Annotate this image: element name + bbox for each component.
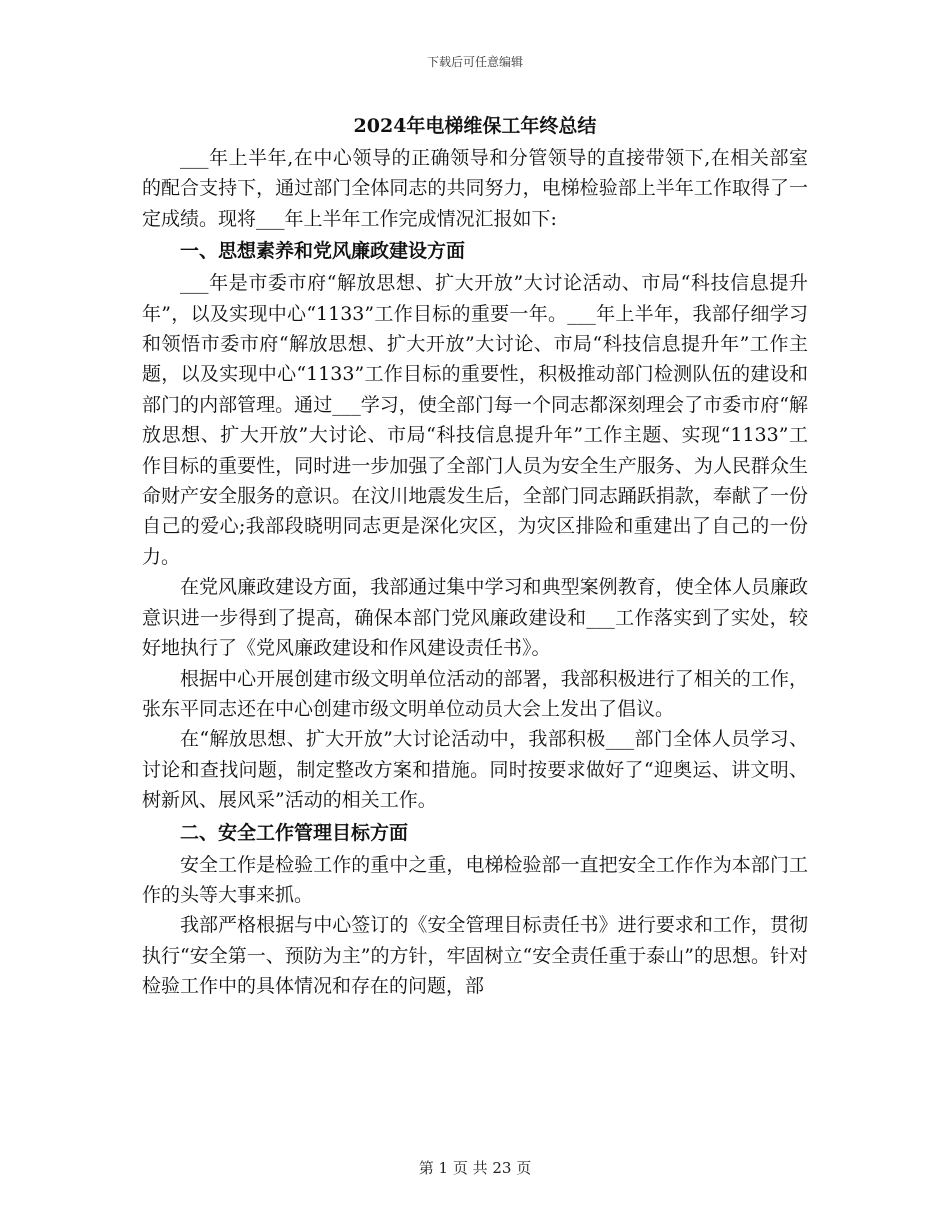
- section1-paragraph: ___年是市委市府“解放思想、扩大开放”大讨论活动、市局“科技信息提升年”，以及实现中心“1133”工作目标的重要一年。___年上半年，我部仔细学习和领悟市委市府“解放思想、扩大开放”大讨论、市局“科技信息提升年”工作主题，以及实现中心“1133”工作目标的重要性，积极推动部门检测队伍的建设和部门的内部管理。通过___学习，使全部门每一个同志都深刻理会了市委市府“解放思想、扩大开放”大讨论、市局“科技信息提升年”工作主题、实现“1133”工作目标的重要性，同时进一步加强了全部门人员为安全生产服务、为人民群众生命财产安全服务的意识。在汶川地震发生后，全部门同志踊跃捐款，奉献了一份自己的爱心;我部段晓明同志更是深化灾区，为灾区排险和重建出了自己的一份力。: [142, 272, 808, 568]
- document-body: [142, 143, 808, 1002]
- page-number: 第 1 页 共 23 页: [418, 1159, 532, 1177]
- section1-paragraph: 在“解放思想、扩大开放”大讨论活动中，我部积极___部门全体人员学习、讨论和查找问题，制定整改方案和措施。同时按要求做好了“迎奥运、讲文明、树新风、展风采”活动的相关工作。: [142, 728, 808, 812]
- section2-paragraph: 安全工作是检验工作的重中之重，电梯检验部一直把安全工作作为本部门工作的头等大事来抓。: [142, 853, 808, 906]
- section-heading-1: 一、思想素养和党风廉政建设方面: [180, 240, 466, 263]
- section1-paragraph: 根据中心开展创建市级文明单位活动的部署，我部积极进行了相关的工作，张东平同志还在中心创建市级文明单位动员大会上发出了倡议。: [142, 667, 808, 720]
- document-title: 2024年电梯维保工年终总结: [353, 115, 597, 137]
- section2-paragraph: 我部严格根据与中心签订的《安全管理目标责任书》进行要求和工作，贯彻执行“安全第一、预防为主”的方针，牢固树立“安全责任重于泰山”的思想。针对检验工作中的具体情况和存在的问题，部: [142, 914, 808, 998]
- section-heading-2: 二、安全工作管理目标方面: [180, 821, 409, 844]
- page-header-note: 下载后可任意编辑: [426, 55, 523, 69]
- intro-paragraph: ___年上半年,在中心领导的正确领导和分管领导的直接带领下,在相关部室的配合支持下，通过部门全体同志的共同努力，电梯检验部上半年工作取得了一定成绩。现将___年上半年工作完成情况汇报如下:: [142, 147, 808, 230]
- section1-paragraph: 在党风廉政建设方面，我部通过集中学习和典型案例教育，使全体人员廉政意识进一步得到了提高，确保本部门党风廉政建设和___工作落实到了实处，较好地执行了《党风廉政建设和作风建设责任书》。: [142, 576, 808, 660]
